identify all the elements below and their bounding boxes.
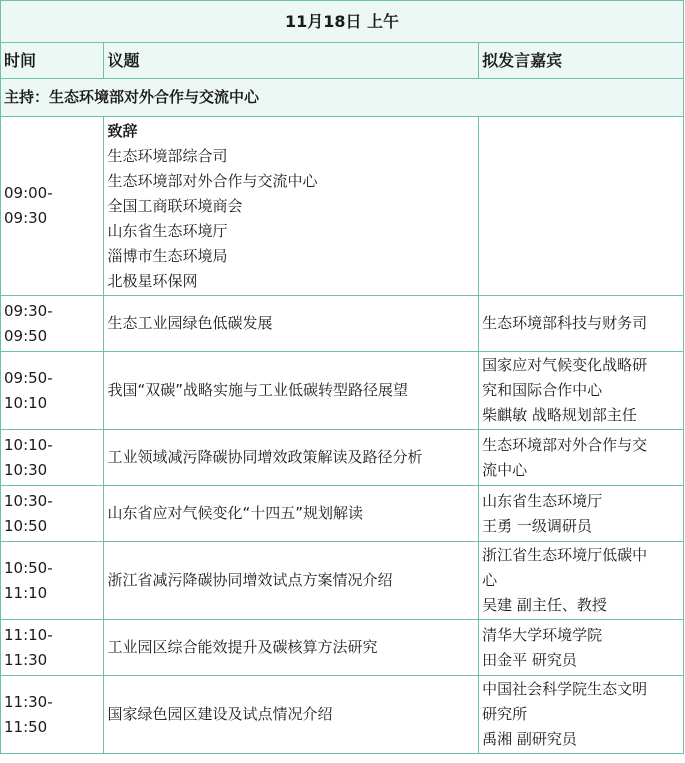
guest-cell [479, 352, 684, 430]
guest-line: 柴麒敏 战略规划部主任 [482, 406, 637, 424]
topic-cell [104, 296, 479, 352]
host-label: 主持：生态环境部对外合作与交流中心 [1, 79, 684, 117]
topic-cell [104, 352, 479, 430]
topic-cell [104, 676, 479, 754]
time-line: 10:10 [4, 393, 48, 412]
column-header-guest: 拟发言嘉宾 [479, 43, 684, 79]
topic-line: 北极星环保网 [107, 271, 198, 290]
guest-line: 山东省生态环境厅 [482, 491, 603, 510]
time-line: 10:50 [4, 516, 48, 535]
time-line: 11:30- [4, 692, 53, 711]
guest-cell [479, 676, 684, 754]
guest-line: 心 [482, 571, 498, 589]
time-line: 10:10- [4, 435, 53, 454]
topic-text: 工业园区综合能效提升及碳核算方法研究 [107, 638, 378, 656]
topic-line: 全国工商联环境商会 [107, 196, 243, 215]
agenda-body [1, 1, 684, 754]
topic-cell [104, 430, 479, 486]
topic-line: 生态环境部综合司 [107, 146, 228, 165]
topic-text: 山东省应对气候变化“十四五”规划解读 [107, 504, 364, 522]
topic-text: 工业领域减污降碳协同增效政策解读及路径分析 [107, 448, 423, 466]
time-line: 11:10- [4, 625, 53, 644]
guest-line: 浙江省生态环境厅低碳中 [482, 546, 648, 564]
guest-line: 生态环境部对外合作与交 [482, 435, 648, 454]
guest-line: 究和国际合作中心 [482, 381, 603, 399]
agenda-row [1, 430, 684, 486]
agenda-row [1, 117, 684, 296]
column-header-time: 时间 [1, 43, 104, 79]
time-cell [1, 430, 104, 486]
time-cell [1, 296, 104, 352]
topic-line: 山东省生态环境厅 [107, 221, 228, 240]
guest-line: 禹湘 副研究员 [482, 730, 577, 748]
topic-cell [104, 486, 479, 542]
topic-text: 国家绿色园区建设及试点情况介绍 [107, 705, 333, 723]
guest-line: 生态环境部科技与财务司 [482, 314, 648, 332]
agenda-row [1, 352, 684, 430]
topic-line: 淄博市生态环境局 [107, 246, 228, 265]
guest-line: 流中心 [482, 460, 528, 479]
time-cell [1, 542, 104, 620]
host-row [1, 79, 684, 117]
date-header-row [1, 1, 684, 43]
guest-cell [479, 486, 684, 542]
topic-cell [104, 117, 479, 296]
topic-line: 生态环境部对外合作与交流中心 [107, 171, 318, 190]
time-cell [1, 352, 104, 430]
topic-title: 致辞 [107, 121, 138, 140]
time-line: 10:50- [4, 558, 53, 577]
topic-cell [104, 620, 479, 676]
column-header-row [1, 43, 684, 79]
topic-text: 浙江省减污降碳协同增效试点方案情况介绍 [107, 571, 393, 589]
topic-text: 生态工业园绿色低碳发展 [107, 314, 273, 332]
topic-text: 我国“双碳”战略实施与工业低碳转型路径展望 [107, 381, 409, 399]
time-line: 09:30- [4, 301, 53, 320]
agenda-row [1, 542, 684, 620]
topic-cell [104, 542, 479, 620]
guest-cell [479, 296, 684, 352]
time-cell [1, 117, 104, 296]
time-cell [1, 486, 104, 542]
guest-line: 清华大学环境学院 [482, 625, 603, 644]
agenda-row [1, 296, 684, 352]
guest-line: 研究所 [482, 705, 528, 723]
time-cell [1, 620, 104, 676]
guest-line: 吴建 副主任、教授 [482, 596, 607, 614]
guest-cell [479, 117, 684, 296]
time-line: 09:00- [4, 184, 53, 202]
guest-line: 中国社会科学院生态文明 [482, 680, 648, 698]
time-line: 10:30- [4, 491, 53, 510]
guest-line: 国家应对气候变化战略研 [482, 356, 648, 374]
guest-line: 田金平 研究员 [482, 650, 577, 669]
agenda-row [1, 486, 684, 542]
time-line: 11:50 [4, 717, 48, 736]
agenda-row [1, 620, 684, 676]
time-cell [1, 676, 104, 754]
guest-line: 王勇 一级调研员 [482, 516, 592, 535]
column-header-topic: 议题 [104, 43, 479, 79]
guest-cell [479, 620, 684, 676]
time-line: 11:10 [4, 583, 48, 602]
time-line: 09:30 [4, 209, 48, 227]
guest-cell [479, 542, 684, 620]
time-line: 09:50- [4, 368, 53, 387]
agenda-row [1, 676, 684, 754]
time-line: 10:30 [4, 460, 48, 479]
guest-cell [479, 430, 684, 486]
time-line: 11:30 [4, 650, 48, 669]
time-line: 09:50 [4, 326, 48, 345]
date-header: 11月18日 上午 [1, 1, 684, 43]
